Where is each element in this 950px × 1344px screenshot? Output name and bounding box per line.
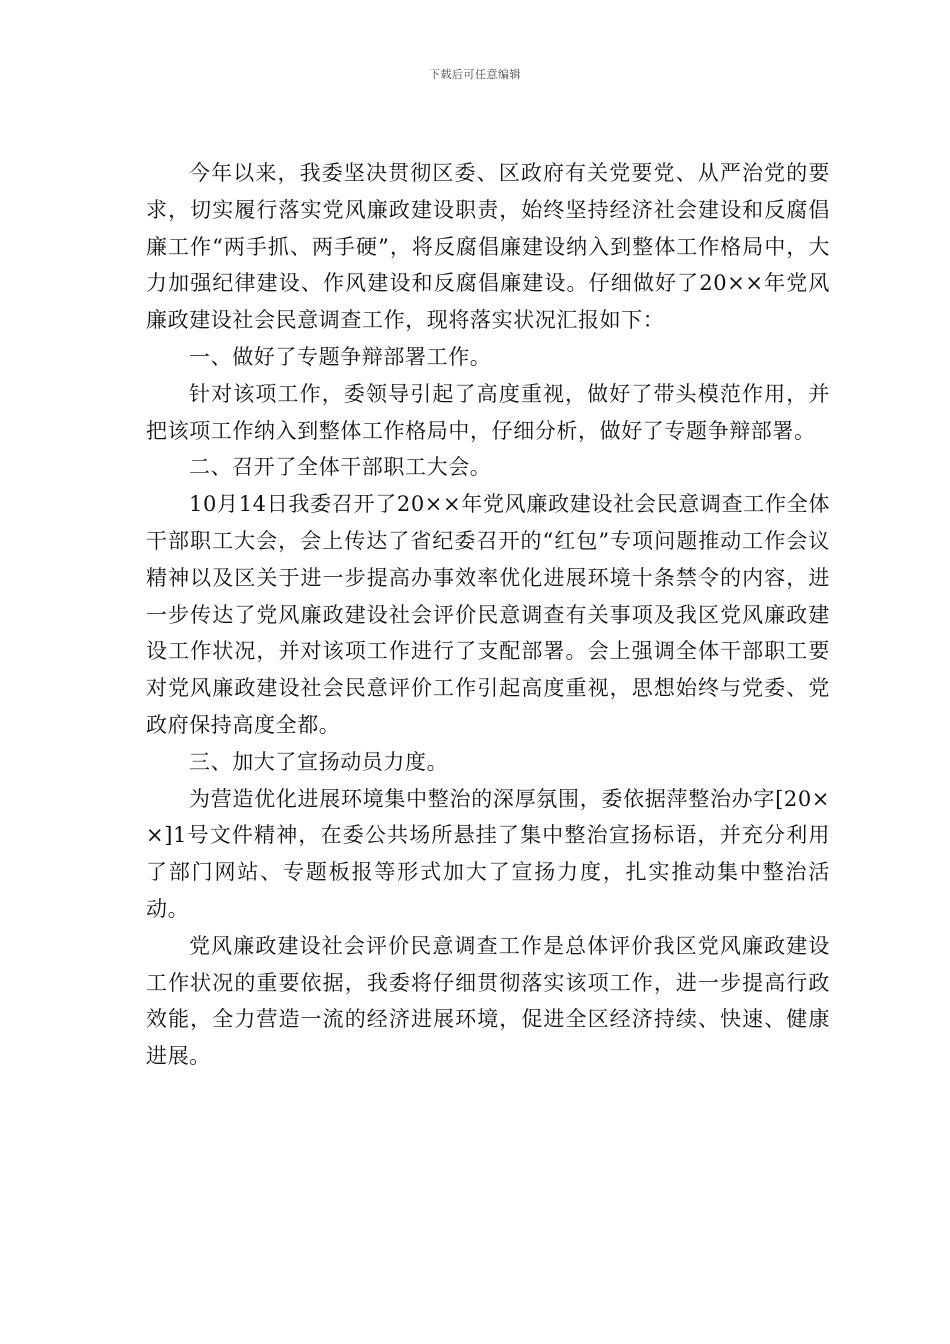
section-body-2: 10月14日我委召开了20××年党风廉政建设社会民意调查工作全体干部职工大会，会上传达了省纪委召开的“红包”专项问题推动工作会议精神以及区关于进一步提高办事效率优化进展环境十条禁令的内容，进一步传达了党风廉政建设社会评价民意调查有关事项及我区党风廉政建设工作状况，并对该项工作进行了支配部署。会上强调全体干部职工要对党风廉政建设社会民意评价工作引起高度重视，思想始终与党委、党政府保持高度全都。: [146, 492, 830, 737]
section-heading-3: 三、加大了宣扬动员力度。: [189, 749, 449, 774]
section-heading-2: 二、召开了全体干部职工大会。: [189, 455, 492, 480]
section-body-1: 针对该项工作，委领导引起了高度重视，做好了带头模范作用，并把该项工作纳入到整体工作格局中，仔细分析，做好了专题争辩部署。: [146, 381, 830, 443]
document-body: [146, 155, 830, 1075]
page-header-note: 下载后可任意编辑: [429, 68, 521, 81]
section-body-3: 为营造优化进展环境集中整治的深厚氛围，委依据萍整治办字[20××]1号文件精神，在委公共场所悬挂了集中整治宣扬标语，并充分利用了部门网站、专题板报等形式加大了宣扬力度，扎实推动集中整治活动。: [146, 786, 830, 921]
conclusion-paragraph: 党风廉政建设社会评价民意调查工作是总体评价我区党风廉政建设工作状况的重要依据，我委将仔细贯彻落实该项工作，进一步提高行政效能，全力营造一流的经济进展环境，促进全区经济持续、快速、健康进展。: [146, 933, 830, 1069]
intro-paragraph: 今年以来，我委坚决贯彻区委、区政府有关党要党、从严治党的要求，切实履行落实党风廉政建设职责，始终坚持经济社会建设和反腐倡廉工作“两手抓、两手硬”，将反腐倡廉建设纳入到整体工作格局中，大力加强纪律建设、作风建设和反腐倡廉建设。仔细做好了20××年党风廉政建设社会民意调查工作，现将落实状况汇报如下：: [146, 161, 830, 333]
section-heading-1: 一、做好了专题争辩部署工作。: [189, 344, 492, 369]
